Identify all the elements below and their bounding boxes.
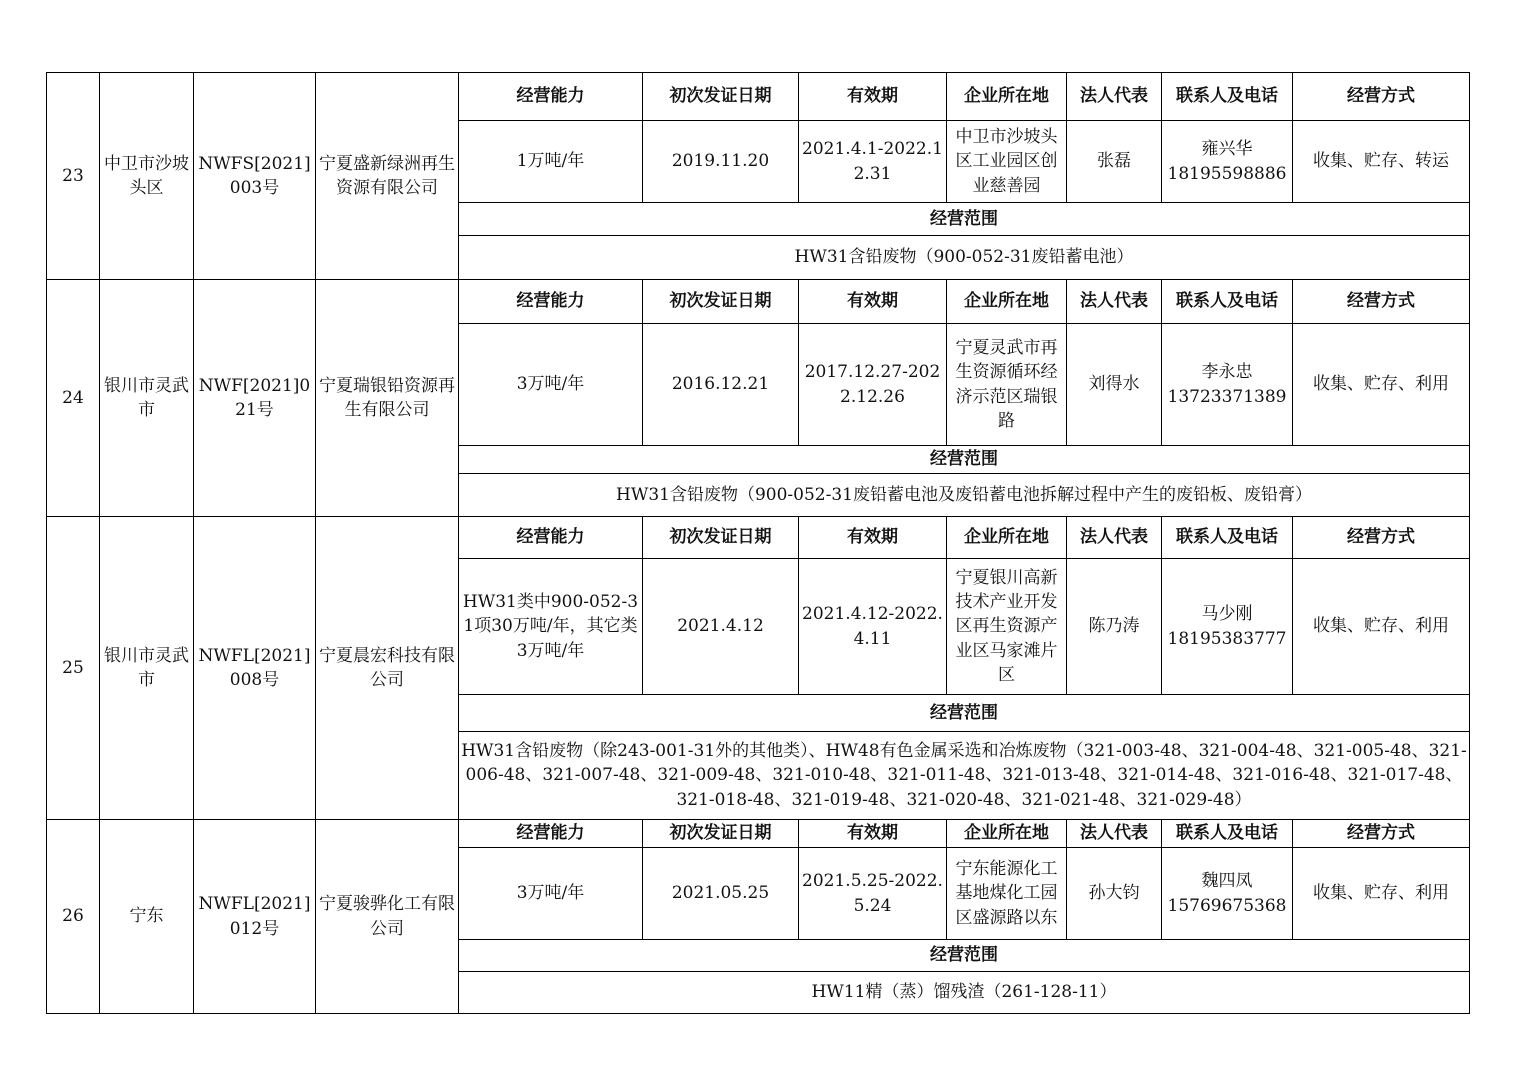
record-validity: 2021.5.25-2022.5.24 <box>799 848 947 940</box>
header-capacity: 经营能力 <box>459 517 643 559</box>
header-legal-rep: 法人代表 <box>1067 280 1162 324</box>
record-issue-date: 2021.4.12 <box>643 559 799 695</box>
record-capacity: 3万吨/年 <box>459 848 643 940</box>
record-company: 宁夏晨宏科技有限公司 <box>316 517 459 820</box>
record-license: NWFS[2021]003号 <box>194 73 316 280</box>
record-location: 宁夏银川高新技术产业开发区再生资源产业区马家滩片区 <box>947 559 1067 695</box>
header-mode: 经营方式 <box>1293 517 1470 559</box>
contact-name: 马少刚 <box>1201 604 1253 625</box>
contact-name: 雍兴华 <box>1201 139 1253 160</box>
record-validity: 2017.12.27-2022.12.26 <box>799 324 947 446</box>
record-mode: 收集、贮存、利用 <box>1293 559 1470 695</box>
record-capacity: 1万吨/年 <box>459 121 643 203</box>
header-mode: 经营方式 <box>1293 820 1470 848</box>
record-scope: HW31含铅废物（900-052-31废铅蓄电池） <box>459 236 1470 280</box>
contact-phone: 18195383777 <box>1167 628 1287 649</box>
record-contact <box>1162 121 1293 203</box>
header-location: 企业所在地 <box>947 73 1067 121</box>
record-validity: 2021.4.12-2022.4.11 <box>799 559 947 695</box>
header-scope: 经营范围 <box>459 695 1470 732</box>
record-scope: HW11精（蒸）馏残渣（261-128-11） <box>459 972 1470 1014</box>
record-contact <box>1162 559 1293 695</box>
record-legal-rep: 张磊 <box>1067 121 1162 203</box>
header-legal-rep: 法人代表 <box>1067 820 1162 848</box>
table-row <box>47 280 1470 324</box>
header-capacity: 经营能力 <box>459 820 643 848</box>
contact-name: 魏四凤 <box>1201 871 1253 892</box>
record-contact <box>1162 848 1293 940</box>
header-validity: 有效期 <box>799 820 947 848</box>
record-issue-date: 2021.05.25 <box>643 848 799 940</box>
record-capacity: 3万吨/年 <box>459 324 643 446</box>
record-location: 中卫市沙坡头区工业园区创业慈善园 <box>947 121 1067 203</box>
record-region: 银川市灵武市 <box>100 517 194 820</box>
table-row <box>47 73 1470 121</box>
record-legal-rep: 陈乃涛 <box>1067 559 1162 695</box>
header-legal-rep: 法人代表 <box>1067 73 1162 121</box>
record-license: NWFL[2021]008号 <box>194 517 316 820</box>
header-mode: 经营方式 <box>1293 280 1470 324</box>
table-row <box>47 517 1470 559</box>
record-scope: HW31含铅废物（除243-001-31外的其他类）、HW48有色金属采选和冶炼废物（321-003-48、321-004-48、321-005-48、321-006-48、321-007-48、321-009-48、321-010-48、321-011-48、321-013-48、321-014-48、321-016-48、321-017-48、321-018-48、321-019-48、321-020-48、321-021-48、321-029-48） <box>459 732 1470 820</box>
header-scope: 经营范围 <box>459 940 1470 972</box>
record-company: 宁夏瑞银铅资源再生有限公司 <box>316 280 459 517</box>
record-location: 宁东能源化工基地煤化工园区盛源路以东 <box>947 848 1067 940</box>
header-contact: 联系人及电话 <box>1162 820 1293 848</box>
contact-phone: 15769675368 <box>1167 895 1287 916</box>
header-issue-date: 初次发证日期 <box>643 280 799 324</box>
record-contact <box>1162 324 1293 446</box>
header-capacity: 经营能力 <box>459 73 643 121</box>
record-license: NWFL[2021]012号 <box>194 820 316 1014</box>
contact-name: 李永忠 <box>1201 362 1253 383</box>
header-location: 企业所在地 <box>947 280 1067 324</box>
record-region: 宁东 <box>100 820 194 1014</box>
record-mode: 收集、贮存、利用 <box>1293 324 1470 446</box>
record-number: 25 <box>47 517 100 820</box>
header-location: 企业所在地 <box>947 517 1067 559</box>
record-number: 24 <box>47 280 100 517</box>
header-legal-rep: 法人代表 <box>1067 517 1162 559</box>
record-validity: 2021.4.1-2022.12.31 <box>799 121 947 203</box>
table-row <box>47 820 1470 848</box>
record-region: 中卫市沙坡头区 <box>100 73 194 280</box>
license-table <box>46 72 1470 1014</box>
header-contact: 联系人及电话 <box>1162 73 1293 121</box>
header-capacity: 经营能力 <box>459 280 643 324</box>
header-location: 企业所在地 <box>947 820 1067 848</box>
record-legal-rep: 刘得水 <box>1067 324 1162 446</box>
header-validity: 有效期 <box>799 517 947 559</box>
header-mode: 经营方式 <box>1293 73 1470 121</box>
record-legal-rep: 孙大钧 <box>1067 848 1162 940</box>
record-location: 宁夏灵武市再生资源循环经济示范区瑞银路 <box>947 324 1067 446</box>
record-number: 23 <box>47 73 100 280</box>
record-company: 宁夏骏骅化工有限公司 <box>316 820 459 1014</box>
record-company: 宁夏盛新绿洲再生资源有限公司 <box>316 73 459 280</box>
header-issue-date: 初次发证日期 <box>643 517 799 559</box>
record-issue-date: 2019.11.20 <box>643 121 799 203</box>
header-contact: 联系人及电话 <box>1162 280 1293 324</box>
header-issue-date: 初次发证日期 <box>643 73 799 121</box>
record-scope: HW31含铅废物（900-052-31废铅蓄电池及废铅蓄电池拆解过程中产生的废铅板、废铅膏） <box>459 474 1470 517</box>
contact-phone: 18195598886 <box>1167 163 1287 184</box>
header-validity: 有效期 <box>799 73 947 121</box>
record-number: 26 <box>47 820 100 1014</box>
header-issue-date: 初次发证日期 <box>643 820 799 848</box>
header-contact: 联系人及电话 <box>1162 517 1293 559</box>
record-mode: 收集、贮存、利用 <box>1293 848 1470 940</box>
header-scope: 经营范围 <box>459 446 1470 474</box>
record-region: 银川市灵武市 <box>100 280 194 517</box>
header-validity: 有效期 <box>799 280 947 324</box>
record-issue-date: 2016.12.21 <box>643 324 799 446</box>
record-license: NWF[2021]021号 <box>194 280 316 517</box>
contact-phone: 13723371389 <box>1167 386 1287 407</box>
record-mode: 收集、贮存、转运 <box>1293 121 1470 203</box>
header-scope: 经营范围 <box>459 203 1470 236</box>
record-capacity: HW31类中900-052-31项30万吨/年，其它类3万吨/年 <box>459 559 643 695</box>
